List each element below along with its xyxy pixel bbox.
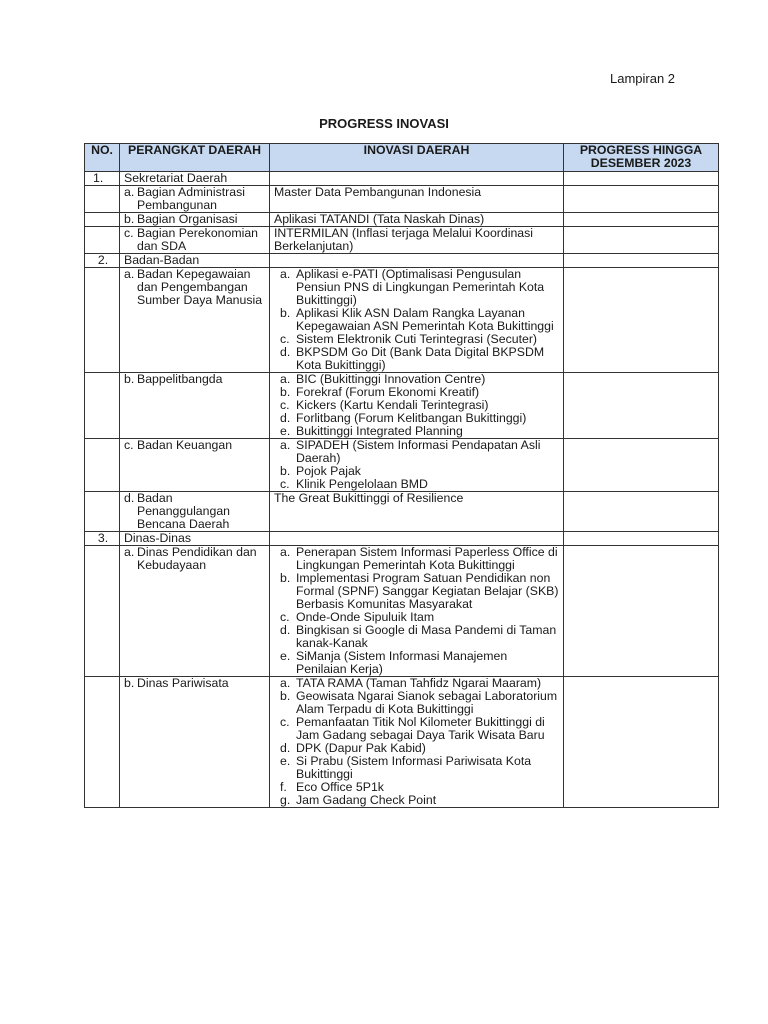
row-number-cell (85, 373, 120, 439)
progress-cell (564, 492, 719, 532)
header-progress: PROGRESS HINGGA DESEMBER 2023 (564, 144, 719, 172)
inovasi-daerah-cell (270, 439, 564, 492)
perangkat-daerah-cell (120, 268, 270, 373)
item-text: Sistem Elektronik Cuti Terintegrasi (Secuter) (296, 332, 538, 346)
item-label: d. (280, 345, 291, 359)
table-row (85, 213, 719, 227)
item-text: Bingkisan si Google di Masa Pandemi di Taman kanak-Kanak (296, 623, 557, 650)
row-number-cell (85, 213, 120, 227)
group-inovasi-cell (270, 254, 564, 268)
perangkat-daerah-cell (120, 677, 270, 808)
item-label: a. (280, 267, 291, 281)
list-item (274, 650, 561, 676)
header-perangkat-daerah: PERANGKAT DAERAH (120, 144, 270, 172)
inovasi-daerah-cell (270, 186, 564, 213)
innovation-list (274, 677, 561, 807)
header-inovasi-daerah: INOVASI DAERAH (270, 144, 564, 172)
inovasi-daerah-cell (270, 227, 564, 254)
progress-cell (564, 546, 719, 677)
list-item (274, 755, 561, 781)
group-progress-cell (564, 254, 719, 268)
item-text: Pemanfaatan Titik Nol Kilometer Bukittinggi di Jam Gadang sebagai Daya Tarik Wisata Baru (296, 715, 545, 742)
item-text: BKPSDM Go Dit (Bank Data Digital BKPSDM Kota Bukittinggi) (296, 345, 545, 372)
table-row (85, 268, 719, 373)
item-text: Si Prabu (Sistem Informasi Pariwisata Kota Bukittinggi (296, 754, 532, 781)
table-header-row (85, 144, 719, 172)
perangkat-daerah-cell (120, 227, 270, 254)
item-label: d. (280, 741, 291, 755)
item-label: b. (280, 571, 291, 585)
unit-name: Bagian Administrasi Pembangunan (137, 185, 245, 212)
unit-name: Dinas Pendidikan dan Kebudayaan (137, 545, 257, 572)
item-label: b. (280, 464, 291, 478)
list-item (274, 268, 561, 307)
list-item (274, 716, 561, 742)
list-item (274, 624, 561, 650)
perangkat-daerah-cell (120, 439, 270, 492)
unit-entry (124, 546, 267, 572)
unit-label: b. (124, 212, 135, 226)
unit-entry (124, 227, 267, 253)
progress-cell (564, 373, 719, 439)
table-row (85, 546, 719, 677)
inovasi-daerah-cell (270, 677, 564, 808)
item-label: c. (280, 610, 290, 624)
item-label: d. (280, 411, 291, 425)
perangkat-daerah-cell (120, 546, 270, 677)
item-text: Aplikasi Klik ASN Dalam Rangka Layanan Kepegawaian ASN Pemerintah Kota Bukittinggi (296, 306, 554, 333)
item-text: Klinik Pengelolaan BMD (296, 477, 428, 491)
item-text: Eco Office 5P1k (296, 780, 384, 794)
unit-entry (124, 373, 267, 386)
progress-cell (564, 227, 719, 254)
group-row (85, 532, 719, 546)
item-text: Onde-Onde Sipuluik Itam (296, 610, 435, 624)
progress-cell (564, 268, 719, 373)
item-text: Aplikasi e-PATI (Optimalisasi Pengusulan Pensiun PNS di Lingkungan Pemerintah Kota Bukittinggi) (296, 267, 545, 307)
innovation-text: INTERMILAN (Inflasi terjaga Melalui Koordinasi Berkelanjutan) (274, 226, 534, 253)
unit-name: Bappelitbangda (137, 372, 223, 386)
innovation-list (274, 268, 561, 372)
list-item (274, 346, 561, 372)
progress-cell (564, 186, 719, 213)
unit-label: a. (124, 267, 135, 281)
item-label: a. (280, 438, 291, 452)
row-number-cell (85, 492, 120, 532)
item-label: a. (280, 545, 291, 559)
item-text: BIC (Bukittinggi Innovation Centre) (296, 372, 486, 386)
table-row (85, 492, 719, 532)
group-progress-cell (564, 532, 719, 546)
row-number-cell (85, 439, 120, 492)
attachment-label: Lampiran 2 (610, 71, 676, 86)
table-body (85, 172, 719, 808)
group-name: Sekretariat Daerah (120, 172, 270, 186)
group-row (85, 172, 719, 186)
innovation-list (274, 546, 561, 676)
progress-cell (564, 213, 719, 227)
progress-cell (564, 677, 719, 808)
list-item (274, 307, 561, 333)
row-number-cell (85, 546, 120, 677)
list-item (274, 478, 561, 491)
progress-table (84, 143, 719, 808)
unit-entry (124, 186, 267, 212)
item-text: SiManja (Sistem Informasi Manajemen Penilaian Kerja) (296, 649, 508, 676)
group-inovasi-cell (270, 532, 564, 546)
header-no: NO. (85, 144, 120, 172)
item-text: Forlitbang (Forum Kelitbangan Bukittinggi) (296, 411, 527, 425)
list-item (274, 425, 561, 438)
group-name: Dinas-Dinas (120, 532, 270, 546)
unit-label: d. (124, 491, 135, 505)
inovasi-daerah-cell (270, 373, 564, 439)
item-text: Implementasi Program Satuan Pendidikan non Formal (SPNF) Sanggar Kegiatan Belajar (SKB) Berbasis Komunitas Masyarakat (296, 571, 559, 611)
inovasi-daerah-cell (270, 546, 564, 677)
item-text: Forekraf (Forum Ekonomi Kreatif) (296, 385, 480, 399)
item-label: e. (280, 424, 291, 438)
innovation-list (274, 439, 561, 491)
innovation-text: Master Data Pembangunan Indonesia (274, 185, 482, 199)
item-text: Penerapan Sistem Informasi Paperless Office di Lingkungan Pemerintah Kota Bukittinggi (296, 545, 558, 572)
list-item (274, 794, 561, 807)
table-row (85, 439, 719, 492)
inovasi-daerah-cell (270, 213, 564, 227)
row-number-cell (85, 186, 120, 213)
unit-name: Dinas Pariwisata (137, 676, 229, 690)
item-label: g. (280, 793, 291, 807)
group-inovasi-cell (270, 172, 564, 186)
group-number: 1. (85, 172, 120, 186)
group-number: 2. (85, 254, 120, 268)
item-label: a. (280, 676, 291, 690)
item-label: f. (280, 780, 287, 794)
unit-label: c. (124, 226, 134, 240)
item-label: c. (280, 398, 290, 412)
item-text: SIPADEH (Sistem Informasi Pendapatan Asli Daerah) (296, 438, 541, 465)
list-item (274, 572, 561, 611)
unit-entry (124, 213, 267, 226)
item-label: b. (280, 689, 291, 703)
group-number: 3. (85, 532, 120, 546)
unit-entry (124, 268, 267, 307)
item-text: DPK (Dapur Pak Kabid) (296, 741, 426, 755)
item-label: b. (280, 385, 291, 399)
table-row (85, 186, 719, 213)
inovasi-daerah-cell (270, 492, 564, 532)
innovation-list (274, 373, 561, 438)
perangkat-daerah-cell (120, 373, 270, 439)
item-text: Pojok Pajak (296, 464, 361, 478)
unit-label: b. (124, 372, 135, 386)
item-label: e. (280, 649, 291, 663)
table-row (85, 373, 719, 439)
item-label: c. (280, 477, 290, 491)
item-label: c. (280, 332, 290, 346)
unit-name: Bagian Organisasi (137, 212, 238, 226)
row-number-cell (85, 227, 120, 254)
unit-label: c. (124, 438, 134, 452)
table-row (85, 677, 719, 808)
unit-entry (124, 439, 267, 452)
row-number-cell (85, 677, 120, 808)
perangkat-daerah-cell (120, 492, 270, 532)
row-number-cell (85, 268, 120, 373)
item-text: Jam Gadang Check Point (296, 793, 437, 807)
unit-label: b. (124, 676, 135, 690)
innovation-text: Aplikasi TATANDI (Tata Naskah Dinas) (274, 212, 485, 226)
unit-name: Badan Kepegawaian dan Pengembangan Sumber Daya Manusia (137, 267, 263, 307)
group-progress-cell (564, 172, 719, 186)
unit-label: a. (124, 545, 135, 559)
unit-name: Badan Penanggulangan Bencana Daerah (137, 491, 231, 531)
item-text: Geowisata Ngarai Sianok sebagai Laboratorium Alam Terpadu di Kota Bukittinggi (296, 689, 558, 716)
innovation-text: The Great Bukittinggi of Resilience (274, 491, 464, 505)
list-item (274, 690, 561, 716)
group-row (85, 254, 719, 268)
unit-entry (124, 677, 267, 690)
table-row (85, 227, 719, 254)
item-text: TATA RAMA (Taman Tahfidz Ngarai Maaram) (296, 676, 542, 690)
group-name: Badan-Badan (120, 254, 270, 268)
item-label: c. (280, 715, 290, 729)
item-label: a. (280, 372, 291, 386)
inovasi-daerah-cell (270, 268, 564, 373)
item-label: e. (280, 754, 291, 768)
progress-cell (564, 439, 719, 492)
item-text: Kickers (Kartu Kendali Terintegrasi) (296, 398, 489, 412)
item-text: Bukittinggi Integrated Planning (296, 424, 463, 438)
item-label: d. (280, 623, 291, 637)
list-item (274, 439, 561, 465)
unit-entry (124, 492, 267, 531)
item-label: b. (280, 306, 291, 320)
list-item (274, 546, 561, 572)
perangkat-daerah-cell (120, 186, 270, 213)
unit-name: Badan Keuangan (137, 438, 233, 452)
page-title: PROGRESS INOVASI (319, 116, 449, 131)
unit-label: a. (124, 185, 135, 199)
unit-name: Bagian Perekonomian dan SDA (137, 226, 258, 253)
perangkat-daerah-cell (120, 213, 270, 227)
